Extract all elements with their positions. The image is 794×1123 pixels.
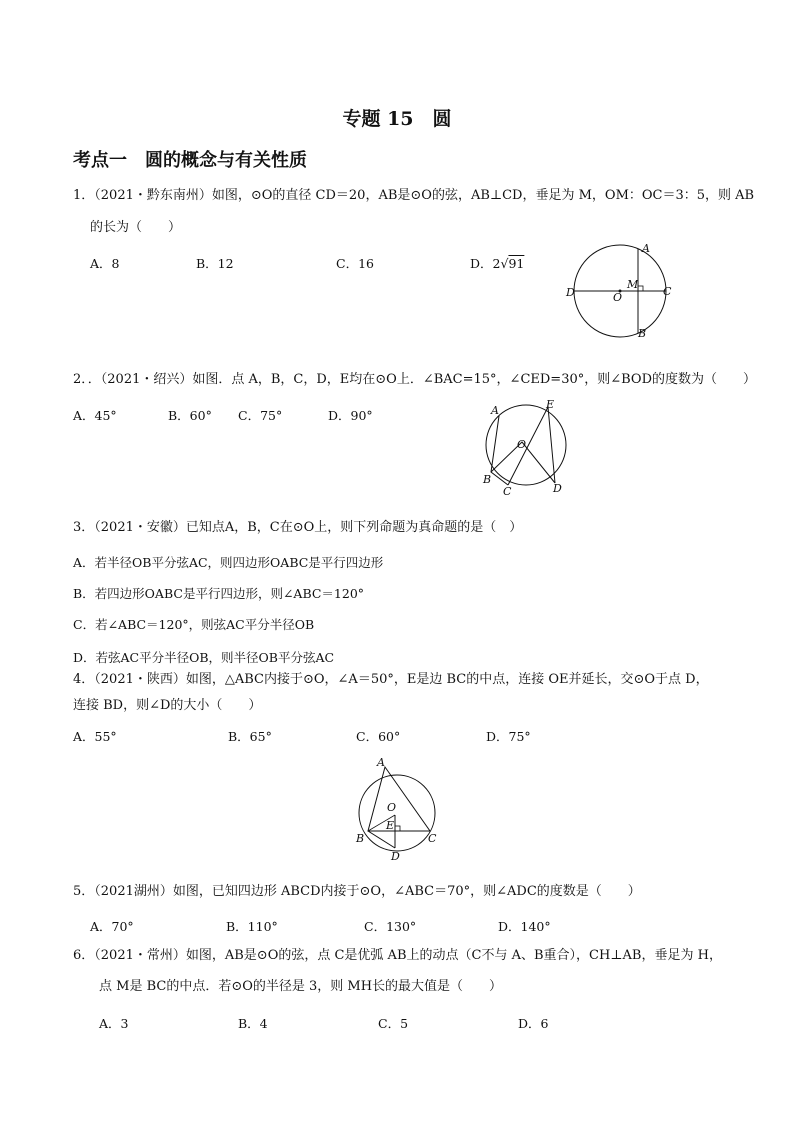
q2-label-a: A (491, 404, 499, 417)
q1-label-m: M (627, 278, 639, 291)
q1-stem-line2: 的长为（ ） (90, 220, 182, 235)
q1-figure (560, 240, 690, 345)
q4-right-angle (395, 826, 400, 831)
q6-stem-line2: 点 M是 BC的中点．若⊙O的半径是 3，则 MH长的最大值是（ ） (99, 979, 503, 994)
q4-stem-line1: 4．（2021・陕西）如图，△ABC内接于⊙O，∠A＝50°，E是边 BC的中点，连接 OE并延长，交⊙O于点 D， (73, 672, 709, 687)
q4-option-c: C．60° (356, 729, 401, 744)
q2-stem: 2．．（2021・绍兴）如图．点 A，B，C，D，E均在⊙O上．∠BAC=15°，∠CED=30°，则∠BOD的度数为（ ） (73, 372, 757, 387)
q3-option-d: D．若弦AC平分半径OB，则半径OB平分弦AC (73, 650, 335, 665)
q1-right-angle (638, 286, 643, 291)
q1-option-a: A．8 (90, 256, 120, 271)
q3-option-c: C．若∠ABC＝120°，则弦AC平分半径OB (73, 617, 315, 632)
q3-option-b: B．若四边形OABC是平行四边形，则∠ABC＝120° (73, 586, 365, 601)
q1-label-c: C (663, 285, 672, 298)
q2-label-b: B (483, 473, 492, 486)
q4-triangle-abc (368, 767, 430, 831)
q4-label-b: B (356, 832, 365, 845)
q1-label-b: B (638, 327, 647, 340)
q2-label-e: E (546, 398, 555, 411)
q6-option-b: B．4 (238, 1016, 268, 1031)
q1-option-d-prefix: D．2 (470, 256, 501, 271)
q4-label-d: D (391, 850, 400, 863)
q1-label-d: D (566, 286, 575, 299)
q3-option-a: A．若半径OB平分弦AC，则四边形OABC是平行四边形 (73, 555, 384, 570)
q6-stem-line1: 6．（2021・常州）如图，AB是⊙O的弦，点 C是优弧 AB上的动点（C不与 A、B重合），CH⊥AB，垂足为 H， (73, 948, 722, 963)
q2-option-a: A．45° (73, 408, 117, 423)
q4-label-a: A (377, 756, 385, 769)
q2-figure (480, 398, 580, 496)
q6-option-c: C．5 (378, 1016, 409, 1031)
q4-label-o: O (387, 801, 397, 814)
q6-option-d: D．6 (518, 1016, 549, 1031)
q2-option-b: B．60° (168, 408, 212, 423)
q1-stem-line1: 1．（2021・黔东南州）如图，⊙O的直径 CD＝20，AB是⊙O的弦，AB⊥CD，垂足为 M，OM：OC＝3：5，则 AB (73, 188, 755, 203)
q2-lines-ced (508, 407, 555, 485)
sqrt-symbol: √ (500, 256, 509, 271)
section-heading: 考点一 圆的概念与有关性质 (73, 150, 307, 171)
q4-label-e: E (386, 819, 395, 832)
q1-option-c: C．16 (336, 256, 374, 271)
q2-label-o: O (517, 438, 527, 451)
q2-label-c: C (503, 485, 512, 496)
q2-option-c: C．75° (238, 408, 283, 423)
q5-stem: 5．（2021湖州）如图，已知四边形 ABCD内接于⊙O，∠ABC＝70°，则∠ADC的度数是（ ） (73, 884, 641, 899)
q4-circle (359, 775, 435, 851)
q1-option-b: B．12 (196, 256, 234, 271)
q5-option-c: C．130° (364, 919, 417, 934)
q4-figure (350, 755, 445, 865)
page-title: 专题 15 圆 (342, 108, 452, 130)
q1-label-o: O (613, 291, 623, 304)
q1-option-d-radicand: 91 (508, 256, 525, 271)
q4-label-c: C (428, 832, 437, 845)
q5-option-d: D．140° (498, 919, 551, 934)
q2-label-d: D (553, 482, 562, 495)
q4-option-a: A．55° (73, 729, 117, 744)
q4-line-bd (368, 831, 395, 848)
q4-stem-line2: 连接 BD，则∠D的大小（ ） (73, 698, 262, 713)
q5-option-b: B．110° (226, 919, 278, 934)
q3-stem: 3．（2021・安徽）已知点A，B，C在⊙O上，则下列命题为真命题的是（ ） (73, 520, 523, 535)
q4-option-b: B．65° (228, 729, 272, 744)
q1-label-a: A (642, 242, 650, 255)
q1-option-d (470, 254, 524, 272)
q4-option-d: D．75° (486, 729, 531, 744)
q6-option-a: A．3 (99, 1016, 129, 1031)
q5-option-a: A．70° (90, 919, 134, 934)
q2-option-d: D．90° (328, 408, 373, 423)
